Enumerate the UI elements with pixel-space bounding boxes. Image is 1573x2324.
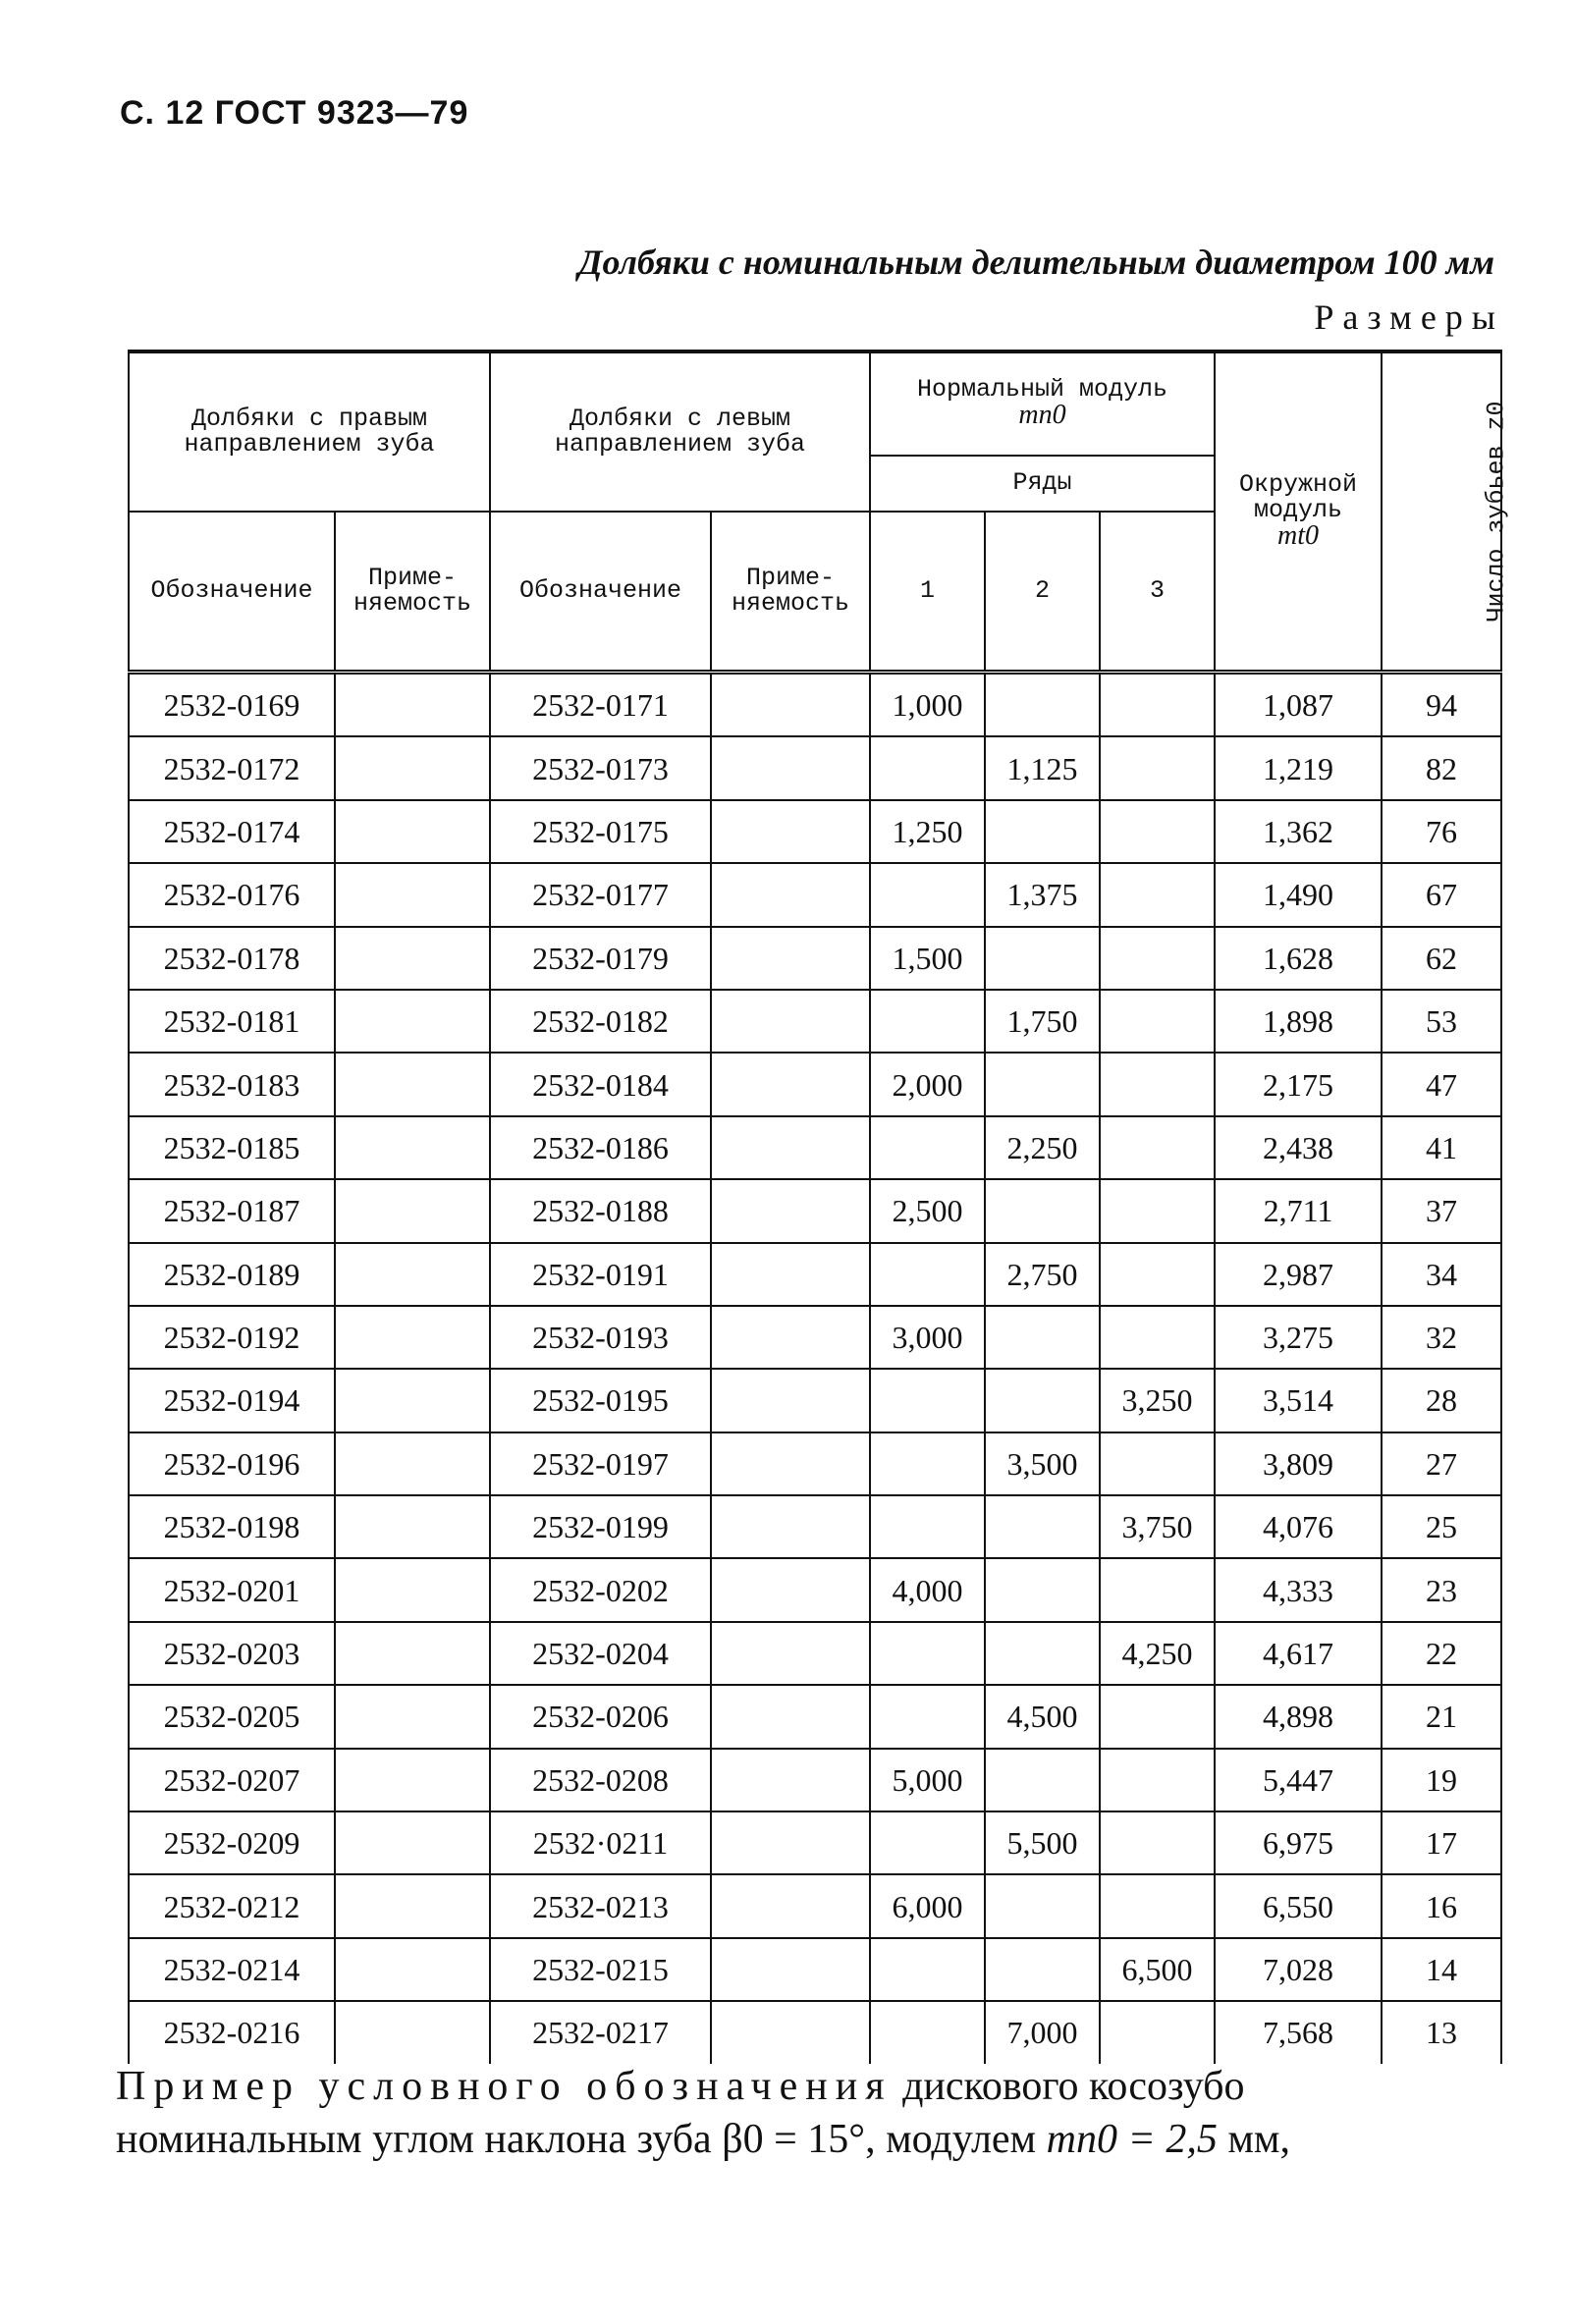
- row-1-header: 1: [870, 512, 985, 673]
- row-2-module-cell: 1,375: [985, 863, 1100, 926]
- footer-line-1-rest: дискового косозубо: [892, 2064, 1245, 2109]
- table-row: [129, 673, 1501, 737]
- left-designation-cell: 2532-0206: [490, 1685, 711, 1748]
- footer-text: [116, 2060, 1290, 2166]
- teeth-count-cell: 16: [1382, 1874, 1501, 1937]
- left-designation-cell: 2532-0186: [490, 1116, 711, 1179]
- row-2-module-cell: [985, 800, 1100, 863]
- row-3-module-cell: [1100, 1874, 1215, 1937]
- end-module-cell: 6,550: [1215, 1874, 1382, 1937]
- right-designation-header: Обозначение: [129, 512, 335, 673]
- row-2-module-cell: [985, 1622, 1100, 1685]
- row-1-module-cell: [870, 990, 985, 1053]
- right-designation-cell: 2532-0196: [129, 1432, 335, 1495]
- table-row: [129, 1432, 1501, 1495]
- left-designation-cell: 2532-0177: [490, 863, 711, 926]
- end-module-cell: 1,898: [1215, 990, 1382, 1053]
- table-row: [129, 1495, 1501, 1558]
- row-2-module-cell: [985, 1558, 1100, 1621]
- end-module-cell: 5,447: [1215, 1749, 1382, 1811]
- row-3-module-cell: [1100, 2001, 1215, 2063]
- row-1-module-cell: [870, 1369, 985, 1432]
- right-applicability-cell: [335, 1369, 490, 1432]
- right-applicability-cell: [335, 1685, 490, 1748]
- teeth-count-cell: 94: [1382, 673, 1501, 737]
- row-3-module-cell: 6,500: [1100, 1938, 1215, 2001]
- end-module-cell: 1,628: [1215, 927, 1382, 990]
- row-3-module-cell: [1100, 673, 1215, 737]
- row-3-module-cell: [1100, 1243, 1215, 1306]
- right-designation-cell: 2532-0185: [129, 1116, 335, 1179]
- table-row: [129, 863, 1501, 926]
- right-applicability-cell: [335, 1558, 490, 1621]
- row-3-module-cell: [1100, 863, 1215, 926]
- teeth-count-cell: 67: [1382, 863, 1501, 926]
- row-2-module-cell: 7,000: [985, 2001, 1100, 2063]
- table-row: [129, 1369, 1501, 1432]
- right-applicability-cell: [335, 863, 490, 926]
- teeth-count-cell: 76: [1382, 800, 1501, 863]
- end-module-cell: 1,362: [1215, 800, 1382, 863]
- teeth-count-cell: 37: [1382, 1179, 1501, 1242]
- end-module-cell: 1,087: [1215, 673, 1382, 737]
- left-designation-cell: 2532-0213: [490, 1874, 711, 1937]
- row-1-module-cell: 1,250: [870, 800, 985, 863]
- right-designation-cell: 2532-0176: [129, 863, 335, 926]
- row-1-module-cell: [870, 1495, 985, 1558]
- end-module-cell: 4,617: [1215, 1622, 1382, 1685]
- row-1-module-cell: [870, 863, 985, 926]
- left-designation-cell: 2532-0173: [490, 736, 711, 799]
- table-row: [129, 1179, 1501, 1242]
- right-applicability-cell: [335, 1053, 490, 1115]
- left-applicability-cell: [711, 1558, 870, 1621]
- row-3-header: 3: [1100, 512, 1215, 673]
- right-designation-cell: 2532-0198: [129, 1495, 335, 1558]
- normal-module-label: Нормальный модуль: [916, 375, 1168, 405]
- row-1-module-cell: [870, 1432, 985, 1495]
- left-designation-cell: 2532-0208: [490, 1749, 711, 1811]
- row-2-module-cell: [985, 1369, 1100, 1432]
- end-module-label: Окружной модуль: [1239, 470, 1358, 524]
- row-2-module-cell: [985, 1495, 1100, 1558]
- right-designation-cell: 2532-0183: [129, 1053, 335, 1115]
- right-applicability-cell: [335, 2001, 490, 2063]
- teeth-count-cell: 27: [1382, 1432, 1501, 1495]
- right-designation-cell: 2532-0203: [129, 1622, 335, 1685]
- row-2-module-cell: [985, 1874, 1100, 1937]
- right-applicability-cell: [335, 1432, 490, 1495]
- left-designation-cell: 2532-0179: [490, 927, 711, 990]
- left-applicability-cell: [711, 1622, 870, 1685]
- teeth-count-cell: 13: [1382, 2001, 1501, 2063]
- end-module-cell: 4,076: [1215, 1495, 1382, 1558]
- teeth-count-cell: 62: [1382, 927, 1501, 990]
- row-3-module-cell: [1100, 736, 1215, 799]
- table-row: [129, 1874, 1501, 1937]
- left-applicability-cell: [711, 1306, 870, 1369]
- end-module-cell: 6,975: [1215, 1811, 1382, 1874]
- row-1-module-cell: 6,000: [870, 1874, 985, 1937]
- left-applicability-cell: [711, 990, 870, 1053]
- row-3-module-cell: [1100, 800, 1215, 863]
- right-designation-cell: 2532-0181: [129, 990, 335, 1053]
- left-applicability-cell: [711, 1116, 870, 1179]
- table-body: [129, 673, 1501, 2064]
- right-designation-cell: 2532-0172: [129, 736, 335, 799]
- right-applicability-cell: [335, 1749, 490, 1811]
- row-3-module-cell: [1100, 1558, 1215, 1621]
- footer-example-label: Пример условного обозначения: [116, 2064, 893, 2109]
- teeth-count-header: [1382, 351, 1511, 673]
- left-applicability-cell: [711, 1179, 870, 1242]
- right-designation-cell: 2532-0189: [129, 1243, 335, 1306]
- row-1-module-cell: [870, 1622, 985, 1685]
- table-row: [129, 1685, 1501, 1748]
- right-applicability-cell: [335, 1622, 490, 1685]
- right-designation-cell: 2532-0209: [129, 1811, 335, 1874]
- row-1-module-cell: [870, 1811, 985, 1874]
- teeth-count-cell: 53: [1382, 990, 1501, 1053]
- right-applicability-cell: [335, 927, 490, 990]
- end-module-header: [1215, 351, 1382, 673]
- footer-line-2-b: , модулем: [865, 2117, 1047, 2162]
- end-module-cell: 4,898: [1215, 1685, 1382, 1748]
- left-applicability-header: Применяемость: [711, 512, 870, 673]
- table-row: [129, 1306, 1501, 1369]
- row-3-module-cell: 4,250: [1100, 1622, 1215, 1685]
- table-row: [129, 1558, 1501, 1621]
- row-2-header: 2: [985, 512, 1100, 673]
- right-applicability-cell: [335, 1938, 490, 2001]
- left-applicability-cell: [711, 1685, 870, 1748]
- normal-module-symbol: mn0: [1018, 400, 1066, 431]
- row-2-module-cell: 1,750: [985, 990, 1100, 1053]
- right-applicability-cell: [335, 736, 490, 799]
- right-designation-cell: 2532-0214: [129, 1938, 335, 2001]
- left-designation-cell: 2532-0195: [490, 1369, 711, 1432]
- left-designation-cell: 2532-0217: [490, 2001, 711, 2063]
- row-3-module-cell: 3,750: [1100, 1495, 1215, 1558]
- right-applicability-cell: [335, 800, 490, 863]
- teeth-count-cell: 17: [1382, 1811, 1501, 1874]
- footer-line-2: [116, 2113, 1290, 2166]
- end-module-cell: 3,809: [1215, 1432, 1382, 1495]
- row-1-module-cell: 3,000: [870, 1306, 985, 1369]
- left-designation-cell: 2532-0193: [490, 1306, 711, 1369]
- row-3-module-cell: [1100, 1179, 1215, 1242]
- end-module-cell: 7,568: [1215, 2001, 1382, 2063]
- end-module-cell: 2,175: [1215, 1053, 1382, 1115]
- right-hand-group-header: Долбяки с правым направлением зуба: [129, 351, 490, 512]
- row-2-module-cell: 3,500: [985, 1432, 1100, 1495]
- row-1-module-cell: 1,500: [870, 927, 985, 990]
- row-1-module-cell: 2,500: [870, 1179, 985, 1242]
- left-applicability-cell: [711, 800, 870, 863]
- left-designation-cell: 2532-0191: [490, 1243, 711, 1306]
- left-applicability-cell: [711, 1243, 870, 1306]
- row-3-module-cell: [1100, 1811, 1215, 1874]
- row-2-module-cell: 1,125: [985, 736, 1100, 799]
- cutters-table: [128, 350, 1511, 2064]
- right-applicability-header: Применяемость: [335, 512, 490, 673]
- right-applicability-cell: [335, 1243, 490, 1306]
- right-designation-cell: 2532-0174: [129, 800, 335, 863]
- left-designation-cell: 2532-0184: [490, 1053, 711, 1115]
- table-row: [129, 1116, 1501, 1179]
- left-hand-group-header: Долбяки с левым направлением зуба: [490, 351, 870, 512]
- teeth-count-cell: 32: [1382, 1306, 1501, 1369]
- row-3-module-cell: [1100, 1053, 1215, 1115]
- right-designation-cell: 2532-0207: [129, 1749, 335, 1811]
- left-applicability-cell: [711, 927, 870, 990]
- teeth-count-cell: 41: [1382, 1116, 1501, 1179]
- end-module-symbol: mt0: [1277, 520, 1320, 551]
- right-designation-cell: 2532-0205: [129, 1685, 335, 1748]
- left-applicability-cell: [711, 1874, 870, 1937]
- left-designation-cell: 2532-0197: [490, 1432, 711, 1495]
- left-designation-cell: 2532-0204: [490, 1622, 711, 1685]
- teeth-count-cell: 34: [1382, 1243, 1501, 1306]
- footer-line-2-a: номинальным углом наклона зуба: [116, 2117, 723, 2162]
- row-1-module-cell: 2,000: [870, 1053, 985, 1115]
- left-applicability-cell: [711, 1432, 870, 1495]
- right-applicability-cell: [335, 1811, 490, 1874]
- teeth-count-cell: 82: [1382, 736, 1501, 799]
- table-row: [129, 990, 1501, 1053]
- row-2-module-cell: 2,250: [985, 1116, 1100, 1179]
- teeth-count-cell: 14: [1382, 1938, 1501, 2001]
- right-designation-cell: 2532-0212: [129, 1874, 335, 1937]
- left-designation-cell: 2532-0215: [490, 1938, 711, 2001]
- teeth-count-cell: 28: [1382, 1369, 1501, 1432]
- end-module-cell: 7,028: [1215, 1938, 1382, 2001]
- left-applicability-cell: [711, 736, 870, 799]
- left-applicability-cell: [711, 1938, 870, 2001]
- row-2-module-cell: [985, 1938, 1100, 2001]
- row-1-module-cell: [870, 736, 985, 799]
- row-2-module-cell: [985, 1749, 1100, 1811]
- row-2-module-cell: 5,500: [985, 1811, 1100, 1874]
- row-3-module-cell: [1100, 1116, 1215, 1179]
- row-3-module-cell: [1100, 1432, 1215, 1495]
- left-designation-cell: 2532-0202: [490, 1558, 711, 1621]
- row-2-module-cell: [985, 1306, 1100, 1369]
- rows-header: Ряды: [870, 456, 1215, 512]
- right-applicability-cell: [335, 1874, 490, 1937]
- end-module-cell: 3,275: [1215, 1306, 1382, 1369]
- teeth-count-cell: 19: [1382, 1749, 1501, 1811]
- table-row: [129, 1749, 1501, 1811]
- table-row: [129, 2001, 1501, 2063]
- teeth-count-cell: 23: [1382, 1558, 1501, 1621]
- teeth-count-label: Число зубьев z0: [1482, 401, 1511, 622]
- row-3-module-cell: 3,250: [1100, 1369, 1215, 1432]
- left-applicability-cell: [711, 2001, 870, 2063]
- right-designation-cell: 2532-0194: [129, 1369, 335, 1432]
- row-2-module-cell: [985, 1053, 1100, 1115]
- left-applicability-cell: [711, 1749, 870, 1811]
- footer-line-1: [116, 2060, 1290, 2113]
- right-applicability-cell: [335, 990, 490, 1053]
- row-1-module-cell: [870, 2001, 985, 2063]
- row-3-module-cell: [1100, 927, 1215, 990]
- row-3-module-cell: [1100, 990, 1215, 1053]
- row-3-module-cell: [1100, 1306, 1215, 1369]
- table-row: [129, 1053, 1501, 1115]
- row-3-module-cell: [1100, 1749, 1215, 1811]
- end-module-cell: 2,438: [1215, 1116, 1382, 1179]
- row-1-module-cell: [870, 1685, 985, 1748]
- right-designation-cell: 2532-0178: [129, 927, 335, 990]
- left-designation-cell: 2532-0182: [490, 990, 711, 1053]
- right-designation-cell: 2532-0187: [129, 1179, 335, 1242]
- left-applicability-cell: [711, 1369, 870, 1432]
- table-row: [129, 1243, 1501, 1306]
- left-applicability-cell: [711, 673, 870, 737]
- page-header: С. 12 ГОСТ 9323—79: [120, 94, 469, 132]
- table-row: [129, 736, 1501, 799]
- left-designation-cell: 2532-0175: [490, 800, 711, 863]
- end-module-cell: 3,514: [1215, 1369, 1382, 1432]
- sizes-label: Размеры: [1314, 297, 1504, 337]
- footer-line-2-c: мм,: [1217, 2117, 1290, 2162]
- right-applicability-cell: [335, 673, 490, 737]
- row-1-module-cell: [870, 1116, 985, 1179]
- teeth-count-cell: 47: [1382, 1053, 1501, 1115]
- table-row: [129, 1938, 1501, 2001]
- left-applicability-cell: [711, 1053, 870, 1115]
- teeth-count-cell: 25: [1382, 1495, 1501, 1558]
- row-1-module-cell: [870, 1938, 985, 2001]
- normal-module-header: [870, 351, 1215, 456]
- left-designation-header: Обозначение: [490, 512, 711, 673]
- row-3-module-cell: [1100, 1685, 1215, 1748]
- table-row: [129, 1622, 1501, 1685]
- right-designation-cell: 2532-0192: [129, 1306, 335, 1369]
- row-2-module-cell: 4,500: [985, 1685, 1100, 1748]
- table-row: [129, 927, 1501, 990]
- end-module-cell: 1,219: [1215, 736, 1382, 799]
- row-1-module-cell: [870, 1243, 985, 1306]
- footer-beta: β0 = 15°: [722, 2117, 866, 2162]
- row-1-module-cell: 5,000: [870, 1749, 985, 1811]
- row-2-module-cell: [985, 927, 1100, 990]
- left-applicability-cell: [711, 1811, 870, 1874]
- left-designation-cell: 2532-0171: [490, 673, 711, 737]
- row-2-module-cell: 2,750: [985, 1243, 1100, 1306]
- end-module-cell: 2,987: [1215, 1243, 1382, 1306]
- left-designation-cell: 2532·0211: [490, 1811, 711, 1874]
- end-module-cell: 1,490: [1215, 863, 1382, 926]
- table-row: [129, 1811, 1501, 1874]
- right-designation-cell: 2532-0216: [129, 2001, 335, 2063]
- end-module-cell: 4,333: [1215, 1558, 1382, 1621]
- right-applicability-cell: [335, 1495, 490, 1558]
- teeth-count-cell: 22: [1382, 1622, 1501, 1685]
- left-applicability-cell: [711, 863, 870, 926]
- right-applicability-cell: [335, 1306, 490, 1369]
- table-title: Долбяки с номинальным делительным диаметром 100 мм: [577, 243, 1494, 282]
- right-designation-cell: 2532-0201: [129, 1558, 335, 1621]
- row-1-module-cell: 4,000: [870, 1558, 985, 1621]
- teeth-count-cell: 21: [1382, 1685, 1501, 1748]
- row-2-module-cell: [985, 673, 1100, 737]
- left-applicability-cell: [711, 1495, 870, 1558]
- row-2-module-cell: [985, 1179, 1100, 1242]
- right-designation-cell: 2532-0169: [129, 673, 335, 737]
- left-designation-cell: 2532-0199: [490, 1495, 711, 1558]
- right-applicability-cell: [335, 1179, 490, 1242]
- end-module-cell: 2,711: [1215, 1179, 1382, 1242]
- table-row: [129, 800, 1501, 863]
- footer-module: mn0 = 2,5: [1046, 2117, 1218, 2162]
- left-designation-cell: 2532-0188: [490, 1179, 711, 1242]
- right-applicability-cell: [335, 1116, 490, 1179]
- row-1-module-cell: 1,000: [870, 673, 985, 737]
